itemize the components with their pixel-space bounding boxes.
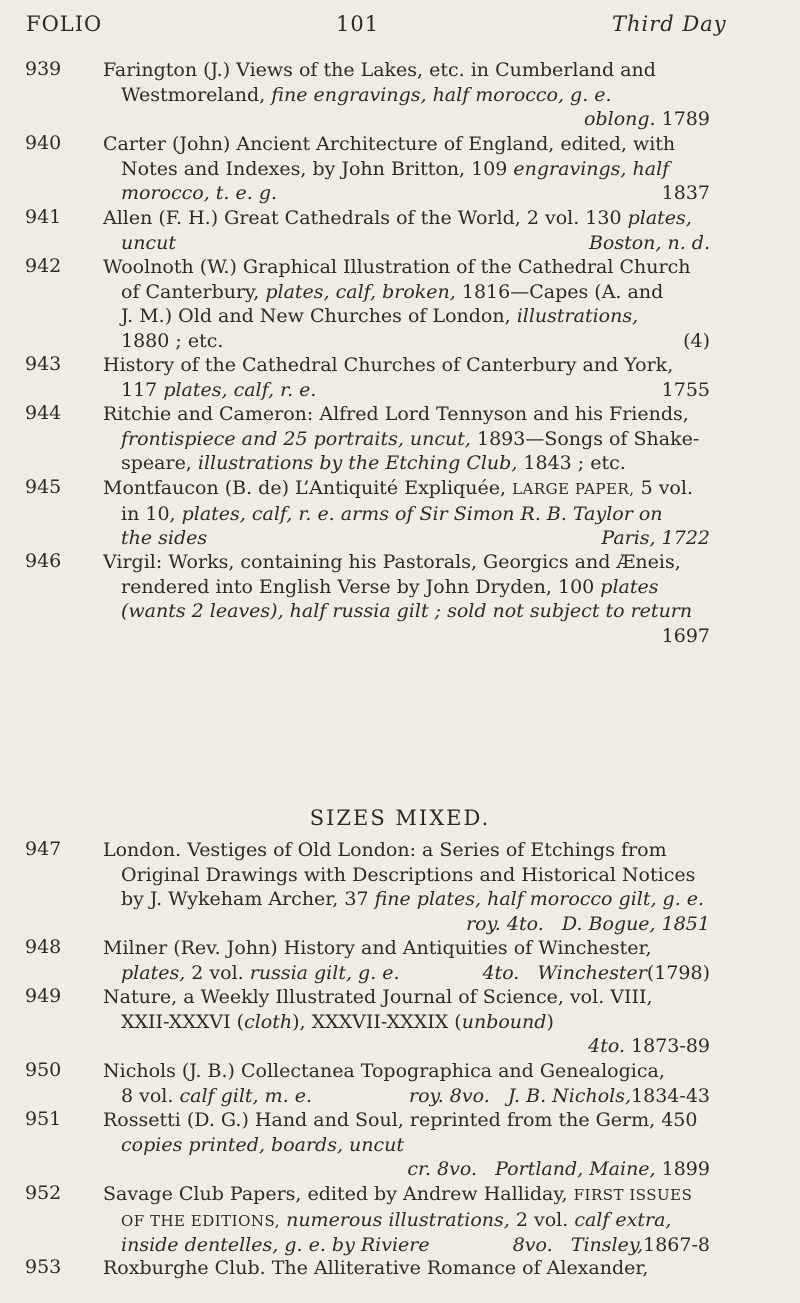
margin-annotations [0,0,800,10]
lot-description: Roxburghe Club. The Alliterative Romance of Alexander, [103,1257,649,1279]
lot-description: Ritchie and Cameron: Alfred Lord Tennyson and his Friends, frontispiece and 25 portraits, uncut, 1893—Songs of Shake- speare, illustrations by the Etching Club, 1843 ; etc. [103,403,700,474]
page-number: 101 [336,12,380,36]
lot-number: 945 [25,476,62,498]
lot-number: 947 [25,838,62,860]
lot-number: 953 [25,1256,62,1278]
lot-number: 951 [25,1108,62,1130]
sale-day: Third Day [612,12,727,36]
lot-description: Montfaucon (B. de) L’Antiquité Expliquée, LARGE PAPER, 5 vol. in 10, plates, calf, r. e. arms of Sir Simon R. B. Taylor on the sides Paris, 1722 [103,477,710,549]
lot-number: 952 [25,1182,62,1204]
section-heading: SIZES MIXED. [309,806,491,830]
lot-description: Farington (J.) Views of the Lakes, etc. in Cumberland and Westmoreland, fine engravings, half morocco, g. e. oblong. 1789 [103,59,710,130]
lot-description: Milner (Rev. John) History and Antiquities of Winchester, plates, 2 vol. russia gilt, g. e. 4to. Winchester (1798) [103,937,710,984]
lot-number: 950 [25,1059,62,1081]
lot-description: Nature, a Weekly Illustrated Journal of Science, vol. VIII, XXII-XXXVI (cloth), XXXVII-XXXIX (unbound) 4to. 1873-89 [103,986,710,1057]
lot-description: Carter (John) Ancient Architecture of England, edited, with Notes and Indexes, by John Britton, 109 engravings, half morocco, t. e. g. 1837 [103,133,710,204]
lot-number: 946 [25,550,62,572]
folio-label: FOLIO [26,12,103,36]
lot-number: 943 [25,353,62,375]
lot-description: Nichols (J. B.) Collectanea Topographica and Genealogica, 8 vol. calf gilt, m. e. roy. 8vo. J. B. Nichols, 1834-43 [103,1060,710,1107]
lot-description: Woolnoth (W.) Graphical Illustration of the Cathedral Church of Canterbury, plates, calf, broken, 1816—Capes (A. and J. M.) Old and New Churches of London, illustrations, 1880 ; etc. (4) [103,256,710,352]
lot-number: 944 [25,402,62,424]
lot-number: 939 [25,58,62,80]
lot-number: 949 [25,985,62,1007]
lot-description: Virgil: Works, containing his Pastorals, Georgics and Æneis, rendered into English Verse by John Dryden, 100 plates (wants 2 leaves), half russia gilt ; sold not subject to return 1697 [103,551,710,647]
lot-description: History of the Cathedral Churches of Canterbury and York, 117 plates, calf, r. e. 1755 [103,354,710,401]
page-header [0,12,800,42]
lot-description: Savage Club Papers, edited by Andrew Halliday, FIRST ISSUES OF THE EDITIONS, numerous illustrations, 2 vol. calf extra, inside dentelles, g. e. by Riviere 8vo. Tinsley, 1867-8 [103,1183,710,1256]
lot-description: Rossetti (D. G.) Hand and Soul, reprinted from the Germ, 450 copies printed, boards, uncut cr. 8vo. Portland, Maine, 1899 [103,1109,710,1180]
lot-description: Allen (F. H.) Great Cathedrals of the World, 2 vol. 130 plates, uncut Boston, n. d. [103,207,710,254]
lot-number: 942 [25,255,62,277]
lot-number: 940 [25,132,62,154]
lot-description: London. Vestiges of Old London: a Series of Etchings from Original Drawings with Descriptions and Historical Notices by J. Wykeham Archer, 37 fine plates, half morocco gilt, g. e. roy. 4to. D. Bogue, 1851 [103,839,710,935]
lot-number: 941 [25,206,62,228]
lot-number: 948 [25,936,62,958]
